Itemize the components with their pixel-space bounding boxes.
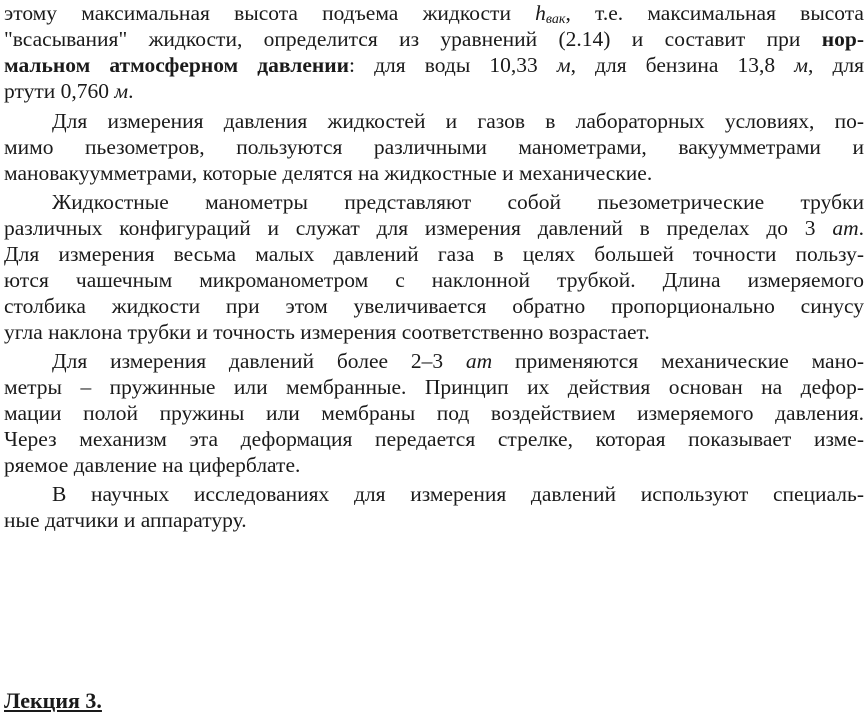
paragraph-4-line-3: мации полой пружины или мембраны под воздействием измеряемого давления. [4,401,864,425]
paragraph-4-line-4: Через механизм эта деформация передается стрелке, которая показывает изме- [4,427,864,451]
text-fragment: "всасывания" жидкости, определится из уравнений (2.14) и составит при [4,27,801,51]
paragraph-5-line-2: ные датчики и аппаратуру. [4,508,247,532]
text-fragment: применяются механические мано- [515,349,864,373]
unit: ат [832,216,859,240]
bold-term: мальном атмосферном давлении [4,53,350,77]
lecture-heading: Лекция 3. [4,688,102,713]
text-fragment: , для [807,53,865,77]
paragraph-4-line-2: метры – пружинные или мембранные. Принцип их действия основан на дефор- [4,375,864,399]
paragraph-3-line-6: угла наклона трубки и точность измерения соответственно возрастает. [4,320,650,344]
paragraph-3-line-1: Жидкостные манометры представляют собой пьезометрические трубки [52,190,864,214]
symbol-subscript: вак [545,12,566,27]
paragraph-3-line-4: ются чашечным микроманометром с наклонной трубкой. Длина измеряемого [4,268,864,292]
paragraph-3-line-5: столбика жидкости при этом увеличивается обратно пропорционально синусу [4,294,864,318]
text-fragment: , для бензина 13,8 [570,53,776,77]
paragraph-3-line-3: Для измерения весьма малых давлений газа в целях большей точности пользу- [4,242,864,266]
text-fragment: различных конфигураций и служат для измерения давлений в пределах до 3 [4,216,816,240]
unit: м [794,53,808,77]
paragraph-5-line-1: В научных исследованиях для измерения давлений используют специаль- [52,482,864,506]
paragraph-3-line-2 [4,215,864,241]
unit: м [556,53,571,77]
paragraph-4-line-1 [52,348,864,374]
unit: м [114,79,129,103]
bold-term: нор- [821,27,864,51]
unit: ат [465,349,493,373]
paragraph-2-line-3: мановакуумметрами, которые делятся на жидкостные и механические. [4,161,653,185]
text-fragment: . [858,216,864,240]
paragraph-1-line-2 [4,26,864,52]
paragraph-2-line-2: мимо пьезометров, пользуются различными манометрами, вакуумметрами и [4,135,864,159]
text-fragment: ртути 0,760 [4,79,109,103]
paragraph-1-line-4 [4,78,864,104]
text-fragment: Для измерения давлений более 2–3 [52,349,444,373]
paragraph-2-line-1: Для измерения давления жидкостей и газов в лабораторных условиях, по- [52,109,864,133]
symbol-h: h [535,1,546,25]
paragraph-1-line-3 [4,52,864,78]
text-fragment: этому максимальная высота подъема жидкости [4,1,511,25]
text-fragment: , т.е. максимальная высота [565,1,864,25]
text-fragment: . [128,79,134,103]
text-fragment: : для воды 10,33 [349,53,538,77]
paragraph-4-line-5: ряемое давление на циферблате. [4,453,301,477]
